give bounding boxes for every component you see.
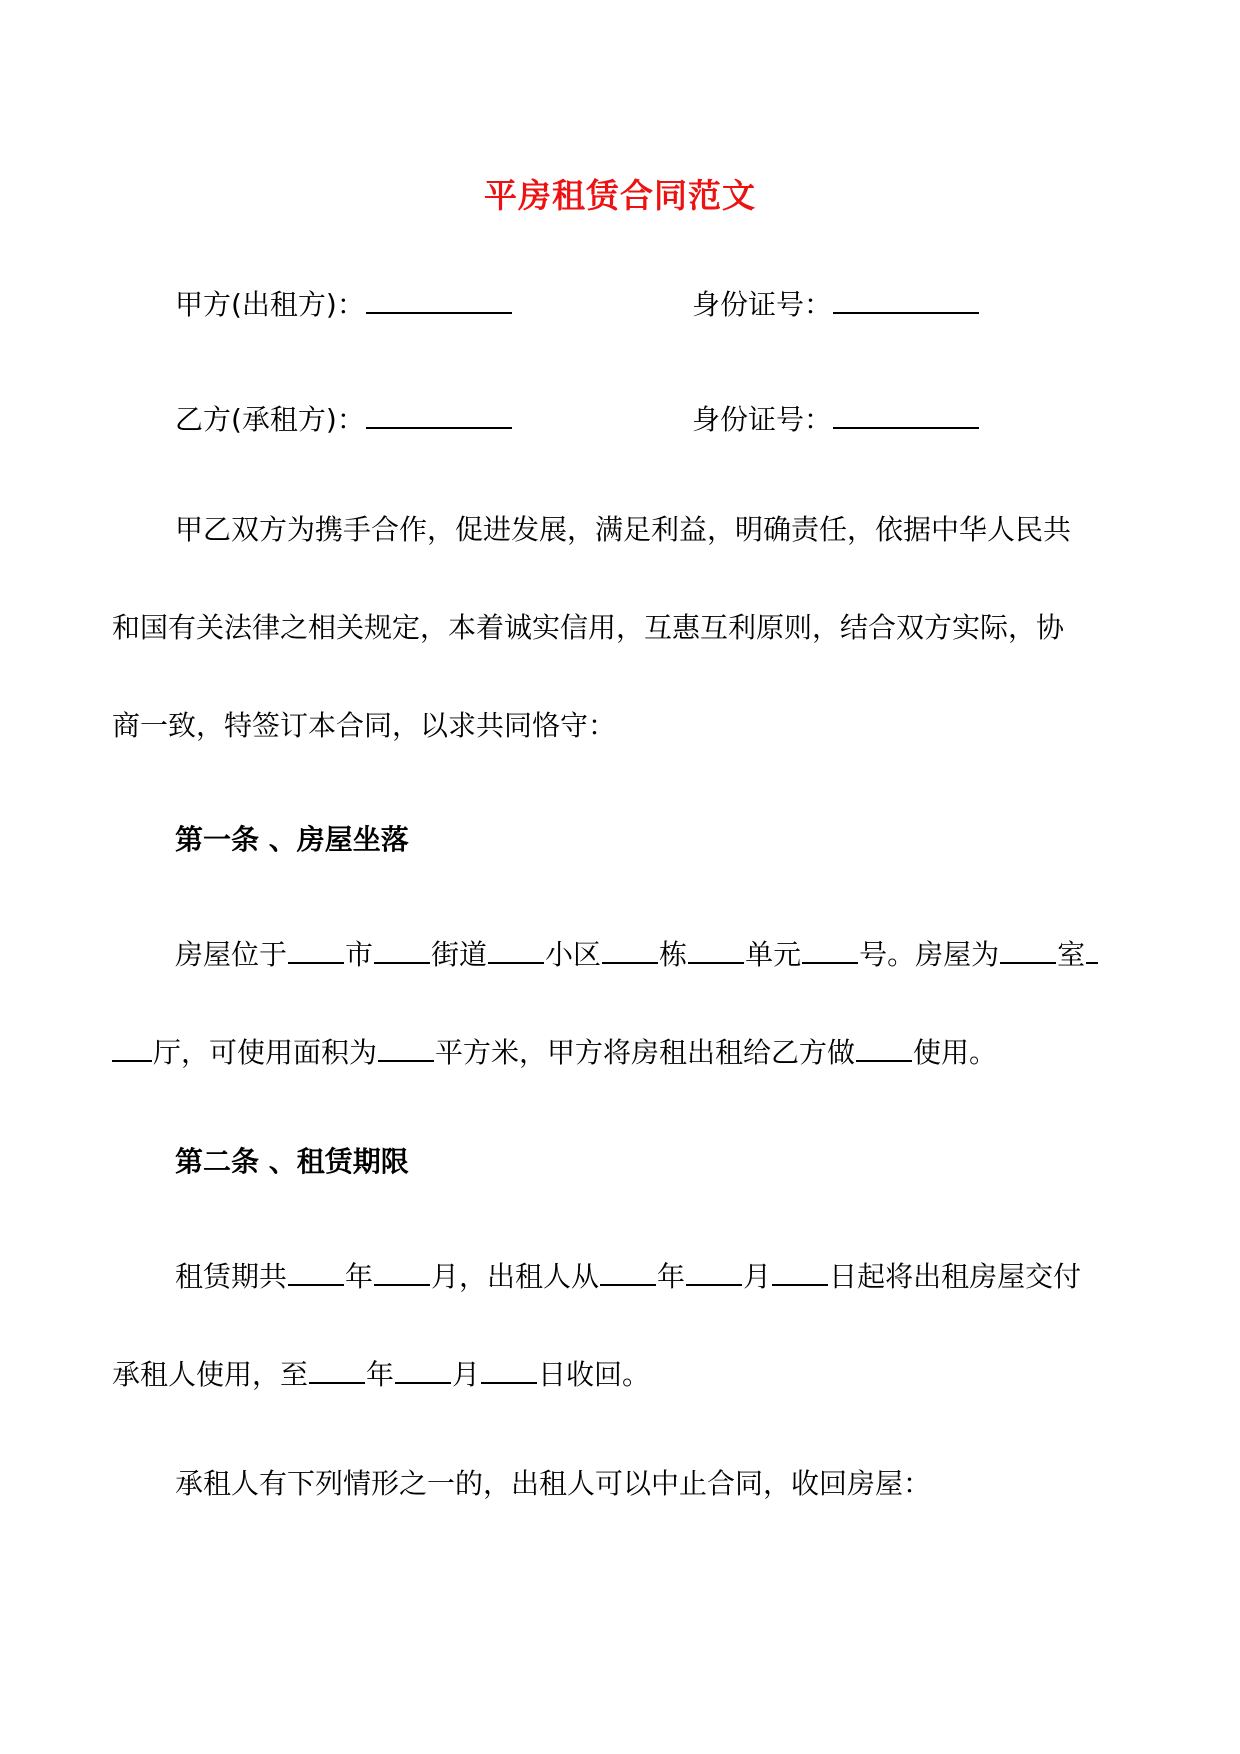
party-b-id-blank	[833, 397, 979, 429]
text-fragment: 市	[345, 938, 374, 971]
text-fragment: 号。房屋为	[859, 938, 1000, 971]
text-fragment: 月	[452, 1358, 481, 1391]
end-month-blank	[395, 1352, 451, 1384]
article-2-line-2	[112, 1352, 650, 1395]
termination-line: 承租人有下列情形之一的，出租人可以中止合同，收回房屋：	[175, 1467, 932, 1500]
end-year-blank	[309, 1352, 365, 1384]
preamble-line-1: 甲乙双方为携手合作，促进发展，满足利益，明确责任，依据中华人民共	[175, 513, 1072, 546]
start-day-blank	[772, 1254, 828, 1286]
party-b-row	[175, 397, 513, 440]
rooms-blank	[1000, 932, 1056, 964]
article-1-heading: 第一条 、房屋坐落	[175, 823, 409, 856]
text-fragment: 街道	[431, 938, 488, 971]
party-a-name-blank	[366, 282, 512, 314]
city-blank	[288, 932, 344, 964]
text-fragment: 单元	[745, 938, 802, 971]
text-fragment: 日收回。	[538, 1358, 651, 1391]
start-year-blank	[600, 1254, 656, 1286]
street-blank	[374, 932, 430, 964]
party-a-label: 甲方(出租方)：	[175, 288, 365, 321]
halls-blank-end	[112, 1030, 152, 1062]
text-fragment: 栋	[659, 938, 688, 971]
party-a-id-row	[692, 282, 980, 325]
text-fragment: 厅，可使用面积为	[153, 1036, 378, 1069]
text-fragment: 月，出租人从	[431, 1260, 600, 1293]
text-fragment: 承租人使用，至	[112, 1358, 309, 1391]
party-a-row	[175, 282, 513, 325]
area-blank	[378, 1030, 434, 1062]
party-b-label: 乙方(承租方)：	[175, 403, 365, 436]
building-blank	[602, 932, 658, 964]
article-2-heading: 第二条 、租赁期限	[175, 1145, 409, 1178]
party-a-id-label: 身份证号：	[692, 288, 833, 321]
preamble-line-3: 商一致，特签订本合同，以求共同恪守：	[112, 709, 617, 742]
text-fragment: 使用。	[913, 1036, 998, 1069]
text-fragment: 日起将出租房屋交付	[829, 1260, 1082, 1293]
text-fragment: 年	[345, 1260, 374, 1293]
party-b-name-blank	[366, 397, 512, 429]
term-months-blank	[374, 1254, 430, 1286]
party-b-id-label: 身份证号：	[692, 403, 833, 436]
term-years-blank	[288, 1254, 344, 1286]
start-month-blank	[686, 1254, 742, 1286]
article-1-line-1	[175, 932, 1099, 975]
unit-blank	[688, 932, 744, 964]
end-day-blank	[481, 1352, 537, 1384]
party-a-id-blank	[833, 282, 979, 314]
article-1-line-2	[112, 1030, 997, 1073]
number-blank	[802, 932, 858, 964]
article-2-line-1	[175, 1254, 1081, 1297]
text-fragment: 月	[743, 1260, 772, 1293]
text-fragment: 年	[657, 1260, 686, 1293]
party-b-id-row	[692, 397, 980, 440]
text-fragment: 室	[1057, 938, 1086, 971]
preamble-line-2: 和国有关法律之相关规定，本着诚实信用，互惠互利原则，结合双方实际，协	[112, 611, 1065, 644]
text-fragment: 年	[366, 1358, 395, 1391]
halls-blank-start	[1086, 932, 1098, 964]
text-fragment: 房屋位于	[175, 938, 288, 971]
text-fragment: 平方米，甲方将房租出租给乙方做	[435, 1036, 856, 1069]
usage-blank	[856, 1030, 912, 1062]
text-fragment: 小区	[545, 938, 602, 971]
document-title: 平房租赁合同范文	[484, 176, 756, 215]
text-fragment: 租赁期共	[175, 1260, 288, 1293]
community-blank	[488, 932, 544, 964]
